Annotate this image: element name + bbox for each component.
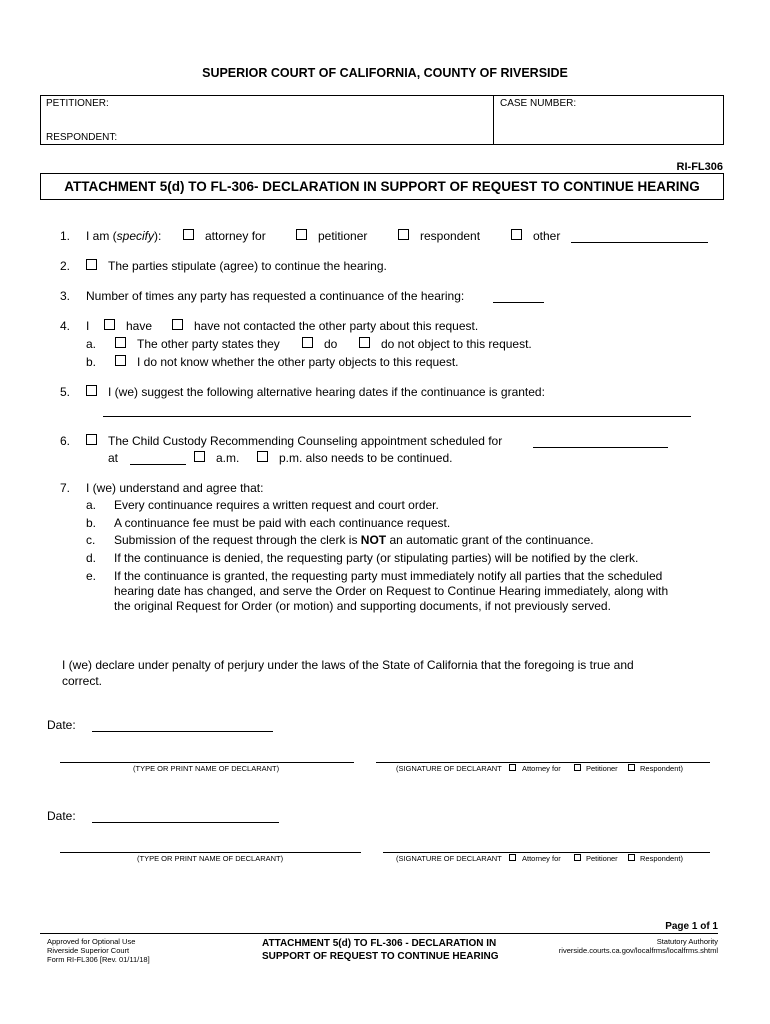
form-number: RI-FL306: [676, 161, 723, 173]
sig1-attorney-label: Attorney for: [522, 764, 561, 773]
continuance-count-line[interactable]: [493, 302, 544, 303]
signature-line-1[interactable]: [376, 762, 710, 763]
have-not-label: have not contacted the other party about this request.: [194, 319, 479, 333]
respondent-checkbox[interactable]: [398, 229, 409, 240]
alternative-dates-checkbox[interactable]: [86, 385, 97, 396]
case-number-label: CASE NUMBER:: [500, 98, 577, 109]
sig1-petitioner-checkbox[interactable]: [574, 764, 581, 771]
item7c-label: c.: [86, 533, 96, 547]
sig1-attorney-checkbox[interactable]: [509, 764, 516, 771]
item7a-label: a.: [86, 498, 97, 512]
item4b-label: b.: [86, 355, 97, 369]
item7-number: 7.: [60, 481, 71, 495]
item4-number: 4.: [60, 319, 71, 333]
respondent-label: RESPONDENT:: [46, 132, 118, 143]
petitioner-checkbox[interactable]: [296, 229, 307, 240]
have-contacted-checkbox[interactable]: [104, 319, 115, 330]
other-option-label: other: [533, 229, 561, 243]
item3-number: 3.: [60, 289, 71, 303]
signature-caption-2: (SIGNATURE OF DECLARANT: [396, 854, 502, 863]
sig2-petitioner-checkbox[interactable]: [574, 854, 581, 861]
item5-number: 5.: [60, 385, 71, 399]
item7e-line3: the original Request for Order (or motion) and supporting documents, if not previously served.: [114, 599, 611, 613]
am-checkbox[interactable]: [194, 451, 205, 462]
caption-box: [40, 95, 724, 145]
attorney-for-label: attorney for: [205, 229, 266, 243]
item4a-label: a.: [86, 337, 97, 351]
item2-text: The parties stipulate (agree) to continue the hearing.: [108, 259, 387, 273]
footer-left: Approved for Optional Use Riverside Superior Court Form RI-FL306 [Rev. 01/11/18]: [47, 937, 150, 964]
declaration-line2: correct.: [62, 674, 103, 688]
item7a-text: Every continuance requires a written request and court order.: [114, 498, 439, 512]
sig2-petitioner-label: Petitioner: [586, 854, 618, 863]
item5-text: I (we) suggest the following alternative hearing dates if the continuance is granted:: [108, 385, 545, 399]
other-party-states-checkbox[interactable]: [115, 337, 126, 348]
do-object-checkbox[interactable]: [302, 337, 313, 348]
item7b-label: b.: [86, 516, 97, 530]
stipulate-checkbox[interactable]: [86, 259, 97, 270]
name-caption-1: (TYPE OR PRINT NAME OF DECLARANT): [133, 764, 280, 773]
footer-center-title: ATTACHMENT 5(d) TO FL-306 - DECLARATION IN SUPPORT OF REQUEST TO CONTINUE HEARING: [262, 938, 499, 962]
item7-intro: I (we) understand and agree that:: [86, 481, 264, 495]
respondent-option-label: respondent: [420, 229, 481, 243]
item6-number: 6.: [60, 434, 71, 448]
have-label: have: [126, 319, 153, 333]
item7d-label: d.: [86, 551, 97, 565]
other-specify-line[interactable]: [571, 242, 708, 243]
petitioner-label: PETITIONER:: [46, 98, 109, 109]
pm-checkbox[interactable]: [257, 451, 268, 462]
item1-number: 1.: [60, 229, 71, 243]
do-not-object-checkbox[interactable]: [359, 337, 370, 348]
sig1-petitioner-label: Petitioner: [586, 764, 618, 773]
footer-rule: [40, 933, 718, 934]
name-line-2[interactable]: [60, 852, 361, 853]
signature-line-2[interactable]: [383, 852, 710, 853]
sig2-attorney-label: Attorney for: [522, 854, 561, 863]
sig1-respondent-label: Respondent): [640, 764, 683, 773]
name-caption-2: (TYPE OR PRINT NAME OF DECLARANT): [137, 854, 284, 863]
do-not-label: do not object to this request.: [381, 337, 532, 351]
do-label: do: [324, 337, 338, 351]
form-title: ATTACHMENT 5(d) TO FL-306- DECLARATION IN SUPPORT OF REQUEST TO CONTINUE HEARING: [40, 173, 724, 200]
date-line-1[interactable]: [92, 731, 273, 732]
ccrc-checkbox[interactable]: [86, 434, 97, 445]
item4a-text: The other party states they: [137, 337, 280, 351]
sig2-attorney-checkbox[interactable]: [509, 854, 516, 861]
other-checkbox[interactable]: [511, 229, 522, 240]
item7b-text: A continuance fee must be paid with each continuance request.: [114, 516, 451, 530]
item7d-text: If the continuance is denied, the requesting party (or stipulating parties) will be notified by the clerk.: [114, 551, 639, 565]
petitioner-option-label: petitioner: [318, 229, 368, 243]
item4-i: I: [86, 319, 90, 333]
court-header: SUPERIOR COURT OF CALIFORNIA, COUNTY OF RIVERSIDE: [202, 66, 568, 80]
item3-text: Number of times any party has requested a continuance of the hearing:: [86, 289, 465, 303]
sig2-respondent-checkbox[interactable]: [628, 854, 635, 861]
caption-divider: [493, 96, 494, 144]
do-not-know-checkbox[interactable]: [115, 355, 126, 366]
date-label-2: Date:: [47, 809, 76, 823]
signature-caption-1: (SIGNATURE OF DECLARANT: [396, 764, 502, 773]
ccrc-date-line[interactable]: [533, 447, 668, 448]
item2-number: 2.: [60, 259, 71, 273]
ccrc-time-line[interactable]: [130, 464, 186, 465]
date-label-1: Date:: [47, 718, 76, 732]
page-number: Page 1 of 1: [665, 921, 718, 932]
name-line-1[interactable]: [60, 762, 354, 763]
item7e-label: e.: [86, 569, 97, 583]
alternative-dates-line[interactable]: [103, 416, 691, 417]
item7e-line2: hearing date has changed, and serve the Order on Request to Continue Hearing immediately, along with: [114, 584, 669, 598]
sig2-respondent-label: Respondent): [640, 854, 683, 863]
declaration-line1: I (we) declare under penalty of perjury under the laws of the State of California that the foregoing is true and: [62, 658, 634, 672]
item6-text: The Child Custody Recommending Counseling appointment scheduled for: [108, 434, 503, 448]
date-line-2[interactable]: [92, 822, 279, 823]
sig1-respondent-checkbox[interactable]: [628, 764, 635, 771]
footer-right: Statutory Authority riverside.courts.ca.gov/localfrms/localfrms.shtml: [558, 937, 718, 955]
pm-label: p.m. also needs to be continued.: [279, 451, 453, 465]
item1-label: I am (specify):: [86, 229, 162, 243]
item7c-text: Submission of the request through the clerk is NOT an automatic grant of the continuance.: [114, 533, 594, 547]
item7e-line1: If the continuance is granted, the requesting party must immediately notify all parties that the scheduled: [114, 569, 663, 583]
item4b-text: I do not know whether the other party objects to this request.: [137, 355, 459, 369]
item6-at: at: [108, 451, 119, 465]
have-not-contacted-checkbox[interactable]: [172, 319, 183, 330]
attorney-for-checkbox[interactable]: [183, 229, 194, 240]
am-label: a.m.: [216, 451, 240, 465]
